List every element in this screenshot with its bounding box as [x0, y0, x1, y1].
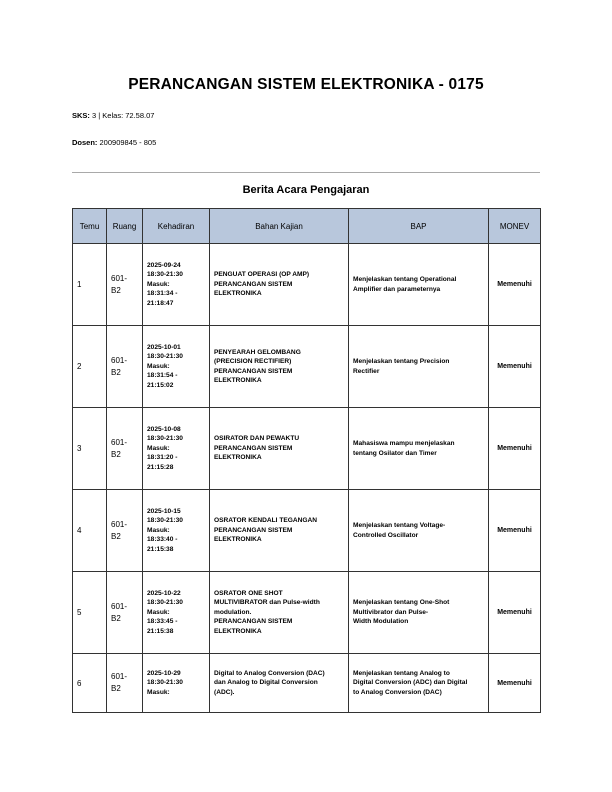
cell-ruang — [107, 326, 143, 408]
cell-monev: Memenuhi — [489, 244, 541, 326]
cell-bap-line: Digital Conversion (ADC) dan Digital — [353, 679, 468, 687]
cell-bahan-kajian-line: PERANCANGAN SISTEM — [214, 618, 293, 626]
cell-temu: 2 — [73, 326, 107, 408]
cell-kehadiran-line: 21:15:28 — [147, 463, 174, 471]
cell-bap — [349, 490, 489, 572]
table-row — [73, 326, 541, 408]
cell-kehadiran-line: Masuk: — [147, 526, 170, 534]
cell-bahan-kajian-line: dan Analog to Digital Conversion — [214, 679, 318, 687]
section-title: Berita Acara Pengajaran — [242, 184, 370, 196]
cell-bap — [349, 244, 489, 326]
cell-bahan-kajian-line: (PRECISION RECTIFIER) — [214, 358, 292, 365]
cell-kehadiran — [143, 572, 210, 654]
cell-kehadiran-line: 18:31:34 - — [147, 290, 178, 298]
cell-monev: Memenuhi — [489, 654, 541, 713]
cell-bap-line: Rectifier — [353, 367, 380, 375]
cell-kehadiran-line: 2025-10-22 — [147, 589, 181, 597]
cell-monev: Memenuhi — [489, 408, 541, 490]
cell-kehadiran-line: 21:18:47 — [147, 299, 174, 307]
cell-bap-line: Width Modulation — [353, 618, 409, 626]
table-row — [73, 408, 541, 490]
cell-bahan-kajian-line: ELEKTRONIKA — [214, 454, 262, 462]
cell-bahan-kajian-line: PENGUAT OPERASI (OP AMP) — [214, 271, 310, 279]
cell-kehadiran-line: 18:30-21:30 — [147, 353, 183, 361]
column-header-bahan-kajian: Bahan Kajian — [210, 209, 349, 244]
cell-bap-line: to Analog Conversion (DAC) — [353, 688, 442, 696]
cell-bap-line: Menjelaskan tentang Voltage- — [353, 522, 446, 529]
lecturer-info — [72, 138, 156, 147]
cell-temu: 4 — [73, 490, 107, 572]
cell-monev: Memenuhi — [489, 490, 541, 572]
cell-kehadiran-line: 18:30-21:30 — [147, 679, 183, 687]
cell-bap-line: Mahasiswa mampu menjelaskan — [353, 440, 455, 447]
column-header-temu: Temu — [73, 209, 107, 244]
cell-kehadiran — [143, 408, 210, 490]
cell-ruang — [107, 572, 143, 654]
cell-bahan-kajian-line: ELEKTRONIKA — [214, 377, 262, 384]
cell-bahan-kajian — [210, 572, 349, 654]
cell-kehadiran-line: Masuk: — [147, 362, 170, 370]
cell-bahan-kajian-line: PERANCANGAN SISTEM — [214, 526, 293, 534]
cell-kehadiran — [143, 326, 210, 408]
cell-ruang-line: 601- — [111, 273, 128, 283]
column-header-kehadiran: Kehadiran — [143, 209, 210, 244]
cell-bap — [349, 654, 489, 713]
cell-bap-line: Menjelaskan tentang Operational — [353, 276, 457, 283]
cell-kehadiran — [143, 490, 210, 572]
cell-bap-line: Amplifier dan parameternya — [353, 285, 441, 293]
cell-ruang — [107, 490, 143, 572]
sks-label: SKS: — [72, 111, 90, 120]
cell-bahan-kajian — [210, 326, 349, 408]
cell-kehadiran-line: 2025-09-24 — [147, 261, 181, 269]
cell-kehadiran-line: 21:15:02 — [147, 381, 174, 389]
cell-ruang — [107, 408, 143, 490]
cell-bahan-kajian-line: Digital to Analog Conversion (DAC) — [214, 669, 325, 677]
cell-ruang-line: B2 — [111, 449, 121, 459]
cell-kehadiran-line: Masuk: — [147, 444, 170, 452]
table-row — [73, 490, 541, 572]
teaching-record-table — [72, 208, 541, 713]
cell-kehadiran-line: 2025-10-01 — [147, 343, 181, 351]
cell-kehadiran-line: 21:15:38 — [147, 545, 174, 553]
cell-bap-line: Controlled Oscillator — [353, 531, 419, 539]
cell-bahan-kajian-line: ELEKTRONIKA — [214, 290, 262, 298]
table-header-row — [73, 209, 541, 244]
cell-ruang-line: 601- — [111, 437, 128, 447]
cell-kehadiran-line: 21:15:38 — [147, 627, 174, 635]
cell-kehadiran-line: 18:31:54 - — [147, 372, 178, 380]
cell-ruang — [107, 244, 143, 326]
cell-bahan-kajian-line: PENYEARAH GELOMBANG — [214, 348, 301, 356]
lecturer-label: Dosen: — [72, 138, 98, 147]
cell-kehadiran-line: 2025-10-29 — [147, 669, 181, 677]
cell-bahan-kajian-line: PERANCANGAN SISTEM — [214, 367, 293, 375]
cell-kehadiran-line: 18:31:20 - — [147, 454, 178, 462]
cell-bahan-kajian-line: (ADC). — [214, 688, 235, 696]
cell-temu: 3 — [73, 408, 107, 490]
lecturer-value: 200909845 - 805 — [99, 138, 157, 147]
cell-ruang-line: 601- — [111, 519, 128, 529]
cell-bahan-kajian — [210, 408, 349, 490]
cell-kehadiran-line: 18:30-21:30 — [147, 435, 183, 443]
cell-bap — [349, 326, 489, 408]
cell-temu: 1 — [73, 244, 107, 326]
cell-bap — [349, 572, 489, 654]
cell-bahan-kajian — [210, 654, 349, 713]
cell-bap-line: Menjelaskan tentang Analog to — [353, 669, 450, 677]
divider — [72, 172, 540, 173]
cell-kehadiran-line: 2025-10-15 — [147, 507, 181, 515]
cell-bap-line: Multivibrator dan Pulse- — [353, 608, 429, 616]
cell-temu: 6 — [73, 654, 107, 713]
cell-bap — [349, 408, 489, 490]
cell-ruang-line: 601- — [111, 601, 128, 611]
cell-monev: Memenuhi — [489, 572, 541, 654]
cell-kehadiran-line: 18:30-21:30 — [147, 599, 183, 607]
cell-ruang-line: B2 — [111, 613, 121, 623]
cell-bap-line: Menjelaskan tentang Precision — [353, 358, 450, 365]
cell-ruang-line: B2 — [111, 285, 121, 295]
cell-bahan-kajian — [210, 490, 349, 572]
cell-bahan-kajian — [210, 244, 349, 326]
cell-ruang — [107, 654, 143, 713]
cell-bahan-kajian-line: OSIRATOR DAN PEWAKTU — [214, 435, 300, 443]
cell-bahan-kajian-line: PERANCANGAN SISTEM — [214, 444, 293, 452]
cell-ruang-line: 601- — [111, 672, 128, 681]
cell-kehadiran-line: Masuk: — [147, 608, 170, 616]
cell-bahan-kajian-line: modulation. — [214, 608, 252, 616]
cell-kehadiran-line: 18:33:45 - — [147, 618, 178, 626]
cell-bahan-kajian-line: ELEKTRONIKA — [214, 536, 262, 544]
cell-bahan-kajian-line: MULTIVIBRATOR dan Pulse-width — [214, 599, 320, 607]
cell-monev: Memenuhi — [489, 326, 541, 408]
column-header-bap: BAP — [349, 209, 489, 244]
column-header-monev: MONEV — [489, 209, 541, 244]
table-row — [73, 572, 541, 654]
cell-kehadiran — [143, 654, 210, 713]
cell-bahan-kajian-line: PERANCANGAN SISTEM — [214, 280, 293, 288]
column-header-ruang: Ruang — [107, 209, 143, 244]
cell-kehadiran-line: 2025-10-08 — [147, 425, 181, 433]
cell-bahan-kajian-line: ELEKTRONIKA — [214, 627, 262, 635]
course-title: PERANCANGAN SISTEM ELEKTRONIKA - 0175 — [128, 76, 484, 93]
cell-bahan-kajian-line: OSRATOR ONE SHOT — [214, 589, 283, 597]
cell-kehadiran-line: 18:30-21:30 — [147, 271, 183, 279]
cell-temu: 5 — [73, 572, 107, 654]
table-row — [73, 654, 541, 713]
table-row — [73, 244, 541, 326]
cell-bahan-kajian-line: OSRATOR KENDALI TEGANGAN — [214, 517, 318, 525]
cell-kehadiran-line: 18:30-21:30 — [147, 517, 183, 525]
cell-bap-line: tentang Osilator dan Timer — [353, 449, 437, 457]
cell-kehadiran-line: Masuk: — [147, 280, 170, 288]
cell-kehadiran-line: Masuk: — [147, 688, 170, 696]
cell-ruang-line: B2 — [111, 531, 121, 541]
cell-bap-line: Menjelaskan tentang One-Shot — [353, 599, 450, 607]
cell-ruang-line: B2 — [111, 684, 121, 693]
cell-kehadiran-line: 18:33:40 - — [147, 536, 178, 544]
cell-kehadiran — [143, 244, 210, 326]
cell-ruang-line: 601- — [111, 355, 128, 365]
sks-class-value: 3 | Kelas: 72.58.07 — [92, 111, 155, 120]
course-info — [72, 111, 154, 120]
cell-ruang-line: B2 — [111, 367, 121, 377]
